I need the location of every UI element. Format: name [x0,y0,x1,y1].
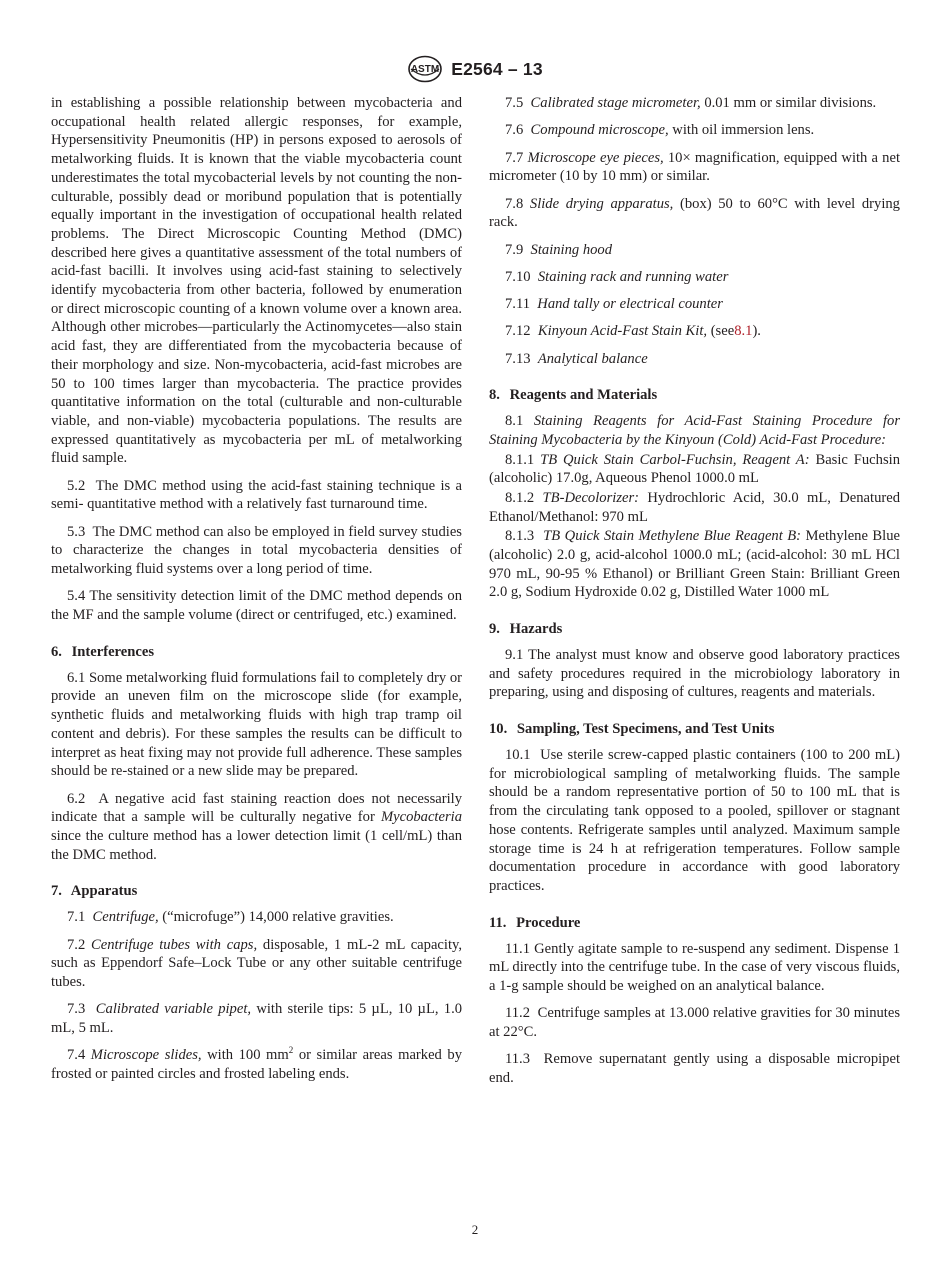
paragraph-7-3 [51,1000,462,1037]
paragraph-10-1 [489,746,900,896]
paragraph-8-1-2 [489,489,900,526]
document-designation: E2564 – 13 [451,58,543,79]
page-number: 2 [471,1222,479,1237]
section-title: Reagents and Materials [509,387,658,404]
paragraph-11-3 [489,1050,900,1087]
section-number: 11. [489,914,507,931]
section-number: 9. [489,620,500,637]
clause-number: 8.1.1 [505,451,535,468]
left-column [51,94,462,1092]
clause-number: 6.1 [67,669,86,686]
clause-italic-term: Calibrated variable pipet, [95,1001,252,1018]
clause-text: The DMC method can also be employed in field survey studies to characterize the changes in total mycobacteria densities of metalworking fluid systems over a long period of time. [51,523,462,578]
clause-number: 10.1 [505,747,531,764]
paragraph-7-2 [51,936,462,992]
clause-text: with sterile tips: 5 µL, 10 µL, 1.0 mL, 5 mL. [51,1001,463,1037]
paragraph-7-9 [489,241,900,260]
clause-italic-term: Centrifuge, [92,909,159,926]
section-heading-hazards [489,620,900,638]
clause-text: since the culture method has a lower detection limit (1 cell/mL) than the DMC method. [51,827,462,863]
clause-italic-term: Hand tally or electrical counter [537,296,723,313]
clause-number: 7.1 [67,909,86,926]
clause-number: 8.1.3 [505,528,535,545]
paragraph-5-4 [51,587,462,624]
paragraph-11-1 [489,940,900,996]
section-title: Apparatus [70,883,138,900]
clause-number: 11.1 [505,940,530,957]
clause-number: 7.2 [67,936,86,953]
clause-number: 7.12 [505,323,531,340]
clause-italic-term: Mycobacteria [380,809,462,826]
clause-text: with oil immersion lens. [672,122,815,139]
clause-italic-term: Staining Reagents for Acid-Fast Staining Procedure for Staining Mycobacteria by the Kinyoun (Cold) Acid-Fast Procedure: [489,413,900,449]
clause-number: 8.1 [505,413,524,430]
clause-italic-term: Slide drying apparatus, [529,195,674,212]
clause-number: 6.2 [67,790,86,807]
clause-text: Methylene Blue (alcoholic) 2.0 g, acid-alcohol 1000.0 mL; (acid-alcohol: 30 mL HCl 970 mL, 90-95 % Ethanol) or Brilliant Green Stain: Brilliant Green 2.0 g, Sodium Hydroxide 0.02 g, Distilled Water 1000 mL [489,528,900,601]
paragraph-7-8 [489,195,900,232]
section-title: Interferences [71,643,154,660]
section-title: Procedure [516,914,581,931]
paragraph-8-1-3 [489,527,900,602]
paragraph-11-2 [489,1004,900,1041]
clause-number: 5.3 [67,523,86,540]
section-heading-interferences [51,643,462,661]
clause-text: (box) 50 to 60°C with level drying rack. [489,195,900,231]
clause-italic-term: TB-Decolorizer: [542,489,640,506]
paragraph-8-1 [489,412,900,449]
clause-italic-term: Microscope eye pieces, [527,149,664,166]
clause-number: 5.2 [67,477,86,494]
clause-text: Centrifuge samples at 13.000 relative gravities for 30 minutes at 22°C. [489,1005,901,1041]
clause-italic-term: Microscope slides, [90,1047,202,1064]
clause-text: The DMC method using the acid-fast staining technique is a semi- quantitative method with a relatively fast turnaround time. [51,477,462,513]
clause-number: 7.13 [505,350,531,367]
paragraph-7-4 [51,1046,462,1083]
paragraph-7-13 [489,350,900,369]
clause-text: A negative acid fast staining reaction does not necessarily indicate that a sample will be culturally negative for [51,790,462,826]
paragraph-5-3 [51,523,462,579]
clause-text: Gently agitate sample to re-suspend any sediment. Dispense 1 mL directly into the centrifuge tube. In the case of very viscous fluids, a 1-g sample should be weighed on an analytical balance. [489,940,900,995]
clause-number: 7.9 [505,241,524,258]
clause-italic-term: Staining hood [530,241,613,258]
section-number: 10. [489,721,508,738]
paragraph-7-6 [489,121,900,140]
paragraph-7-11 [489,295,900,314]
clause-italic-term: Centrifuge tubes with caps, [91,936,258,953]
paragraph-6-1 [51,669,462,781]
clause-italic-term: Staining rack and running water [537,268,729,285]
clause-italic-term: Calibrated stage micrometer, [530,95,701,111]
page-header [0,54,950,84]
right-column [489,94,900,1096]
section-heading-sampling [489,720,900,738]
clause-italic-term: TB Quick Stain Methylene Blue Reagent B: [543,528,802,545]
cross-reference-link-8-1[interactable]: 8.1 [734,323,753,340]
clause-number: 9.1 [505,646,524,663]
clause-number: 7.11 [505,296,530,313]
paragraph-7-10 [489,268,900,287]
paragraph-5-2 [51,477,462,514]
clause-text: (see [710,323,735,340]
section-title: Hazards [509,620,563,637]
clause-number: 7.10 [505,268,531,285]
svg-text:ASTM: ASTM [411,64,440,75]
clause-text: Use sterile screw-capped plastic containers (100 to 200 mL) for microbiological sampling of metalworking fluids. The sample should be a random representative portion of 50 to 100 mL that is from the circulating tank opposed to a pooled, spillover or stagnant hose contents. Refrigerate samples until analyzed. Maximum sample storage time is 24 h at refrigeration temperatures. Follow sample documentation procedure in accordance with good laboratory practices. [489,747,900,894]
clause-italic-term: Kinyoun Acid-Fast Stain Kit, [537,323,708,340]
clause-text: disposable, 1 mL-2 mL capacity, such as Eppendorf Safe–Lock Tube or any other suitable centrifuge tubes. [51,936,463,991]
clause-text: Some metalworking fluid formulations fail to completely dry or provide an uneven film on the microscope slide (for example, synthetic fluids and metalworking fluids with high trap tramp oil content and debris). For these samples the results can be difficult to interpret as heat fixing may not provide full adherence. These samples should be re-stained or a new slide may be prepared. [51,669,463,780]
paragraph-8-1-1 [489,451,900,488]
paragraph-9-1 [489,646,900,702]
clause-text: The analyst must know and observe good laboratory practices and safety procedures required in the microbiology laboratory in preparing, using and disposing of cultures, reagents and materials. [489,646,900,701]
clause-number: 7.3 [67,1001,86,1018]
section-number: 7. [51,883,62,900]
clause-number: 8.1.2 [505,489,535,506]
clause-text: or similar areas marked by frosted or painted circles and frosted labeling ends. [51,1047,462,1083]
section-number: 8. [489,387,500,404]
clause-number: 7.7 [505,149,524,166]
clause-number: 7.6 [505,122,524,139]
astm-logo-icon [407,55,443,83]
section-heading-procedure [489,914,900,932]
clause-italic-term: TB Quick Stain Carbol-Fuchsin, Reagent A: [540,451,810,468]
clause-italic-term: Compound microscope, [530,122,669,139]
clause-number: 7.4 [67,1047,86,1064]
clause-italic-term: Analytical balance [537,350,648,367]
section-heading-reagents [489,386,900,404]
clause-text: Basic Fuchsin (alcoholic) 17.0g, Aqueous Phenol 1000.0 mL [489,451,900,487]
section-title: Sampling, Test Specimens, and Test Units [516,721,775,738]
clause-text: Remove supernatant gently using a disposable micropipet end. [489,1051,900,1087]
clause-text: 0.01 mm or similar divisions. [704,95,877,111]
clause-text: 10× magnification, equipped with a net micrometer (10 by 10 mm) or similar. [489,149,901,185]
clause-number: 11.3 [505,1051,530,1068]
clause-number: 11.2 [505,1005,530,1022]
paragraph-5-1-continued: in establishing a possible relationship between mycobacteria and occupational health related allergic responses, for example, Hypersensitivity Pneumonitis (HP) in persons exposed to aerosols of metalworking fluids. It is known that the viable mycobacteria count underestimates the total mycobacterial levels by not counting the non-culturable, possibly dead or moribund population that is potentially equally important in the investigation of occupational health related problems. The Direct Microscopic Counting Method (DMC) described here gives a quantitative assessment of the total numbers of acid-fast bacilli. It involves using acid-fast staining to selectively identify mycobacteria from other bacteria, followed by enumeration or direct microscopic counting of a known volume over a known area. Although other microbes—particularly the Actinomycetes—also stain acid fast, they are differentiated from the mycobacteria because of their morphology and size. Non-mycobacteria, acid-fast microbes are 50 to 100 times larger than mycobacteria. The practice provides quantitative information on the total (culturable and non-culturable viable, and non-viable) mycobacteria populations. The results are expressed quantitatively as mycobacteria per mL of metalworking fluid sample. [51,95,462,467]
clause-text: The sensitivity detection limit of the DMC method depends on the MF and the sample volume (direct or centrifuged, etc.) examined. [51,588,462,624]
paragraph-7-1 [51,908,462,927]
paragraph-7-7 [489,149,900,186]
clause-text: with 100 mm [207,1047,289,1064]
paragraph-7-5 [489,94,900,113]
section-heading-apparatus [51,882,462,900]
paragraph-7-12 [489,322,900,341]
clause-number: 5.4 [67,588,86,605]
clause-text: (“microfuge”) 14,000 relative gravities. [162,909,394,926]
section-number: 6. [51,643,62,660]
clause-number: 7.8 [505,195,524,212]
paragraph-6-2 [51,790,462,865]
clause-text: Hydrochloric Acid, 30.0 mL, Denatured Ethanol/Methanol: 970 mL [489,489,901,525]
clause-text: ). [752,323,761,340]
superscript: 2 [288,1045,294,1056]
clause-number: 7.5 [505,95,524,111]
